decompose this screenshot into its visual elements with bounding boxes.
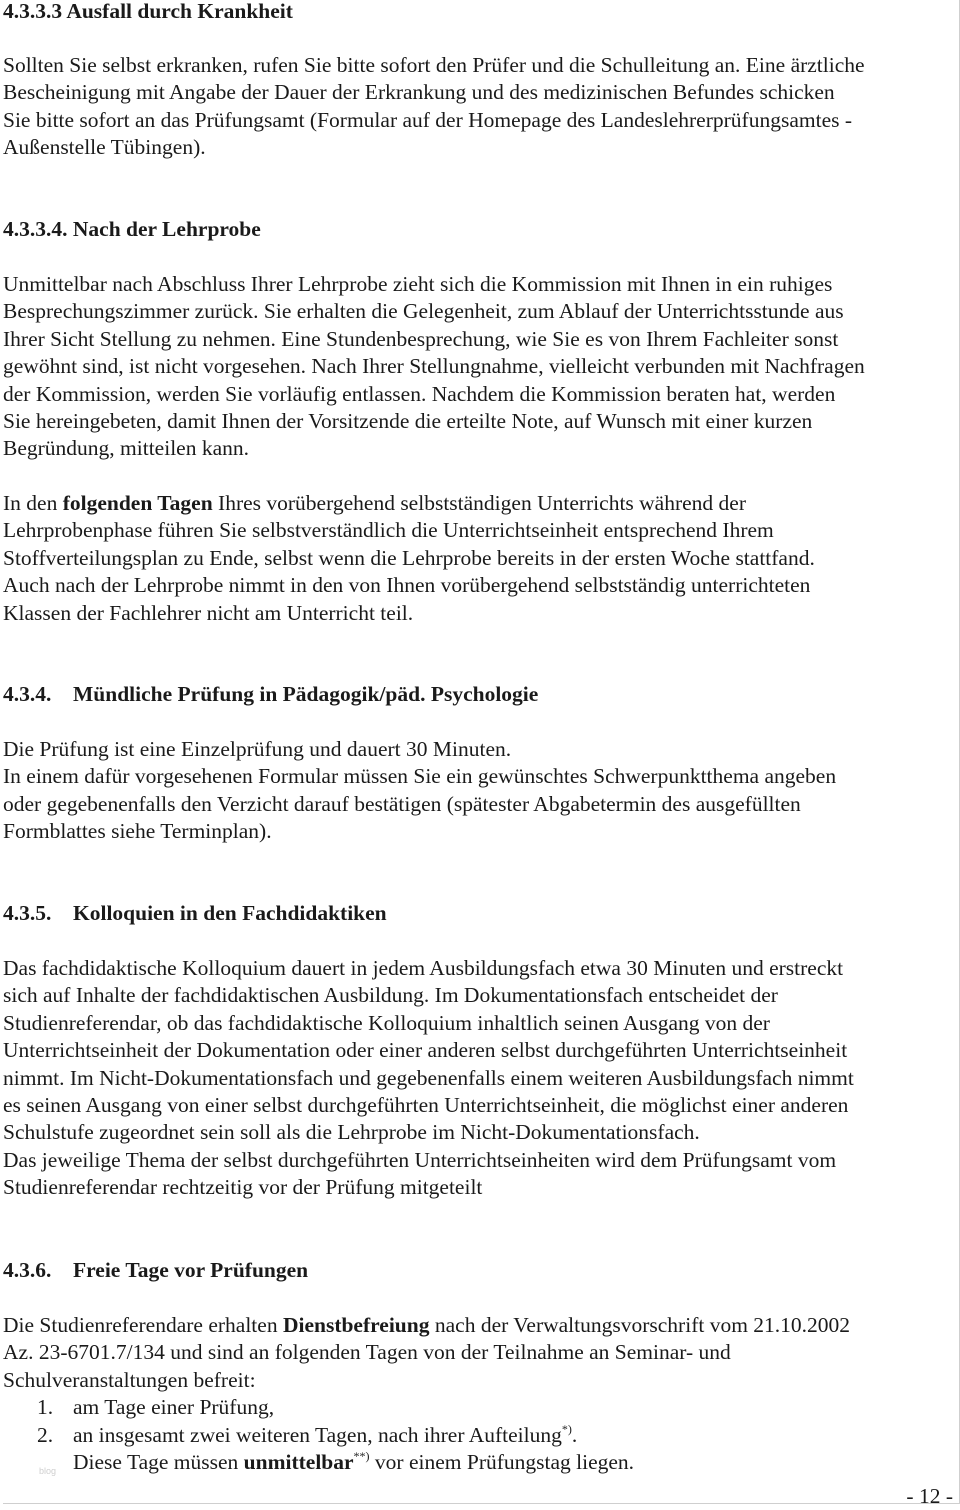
emphasis-unmittelbar: unmittelbar (243, 1449, 354, 1474)
section-number: 4.3.6. (3, 1258, 52, 1282)
text-line: Stoffverteilungsplan zu Ende, selbst wenn die Lehrprobe bereits in der ersten Woche stattfand. (3, 545, 815, 570)
text-line: nimmt. Im Nicht-Dokumentationsfach und gegebenenfalls einem weiteren Ausbildungsfach nimmt (3, 1065, 854, 1090)
text-line: Sollten Sie selbst erkranken, rufen Sie bitte sofort den Prüfer und die Schulleitung an. Eine ärztliche (3, 53, 865, 77)
emphasis-dienstbefreiung: Dienstbefreiung (282, 1313, 430, 1337)
text-line: Auch nach der Lehrprobe nimmt in den von Ihnen vorübergehend selbstständig unterrichteten (3, 573, 811, 598)
text-line: Formblattes siehe Terminplan). (3, 819, 272, 844)
paragraph-folgende-tage (3, 490, 958, 627)
text-line: gewöhnt sind, ist nicht vorgesehen. Nach Ihrer Stellungnahme, vielleicht verbunden mit Nachfragen (3, 354, 865, 379)
text-line: Klassen der Fachlehrer nicht am Unterricht teil. (3, 600, 414, 625)
text-line: Lehrprobenphase führen Sie selbstverständlich die Unterrichtseinheit entsprechend Ihrem (3, 518, 774, 543)
list-text: an insgesamt zwei weiteren Tagen, nach ihrer Aufteilung (73, 1422, 562, 1447)
list-text: am Tage einer Prüfung, (73, 1395, 275, 1420)
heading-nach-lehrprobe: 4.3.3.4. Nach der Lehrprobe (3, 217, 261, 241)
text-line: Begründung, mitteilen kann. (3, 436, 250, 461)
text-line: Schulstufe zugeordnet sein soll als die Lehrprobe im Nicht-Dokumentationsfach. (3, 1120, 700, 1145)
section-number: 4.3.5. (3, 901, 52, 925)
text-line: Az. 23-6701.7/134 und sind an folgenden Tagen von der Teilnahme an Seminar- und (3, 1340, 731, 1365)
text-line: Unmittelbar nach Abschluss Ihrer Lehrprobe zieht sich die Kommission mit Ihnen in ein ruhiges (3, 272, 833, 296)
heading-ausfall-krankheit: 4.3.3.3 Ausfall durch Krankheit (3, 0, 293, 23)
list-note (3, 1449, 958, 1476)
text-run: Ihres vorübergehend selbstständigen Unterrichts während der (212, 491, 747, 515)
text-line: Studienreferendar, ob das fachdidaktische Kolloquium inhaltlich seinen Ausgang von der (3, 1010, 770, 1035)
text-run: . (571, 1422, 578, 1447)
text-run: vor einem Prüfungstag liegen. (369, 1449, 635, 1474)
list-item (3, 1422, 958, 1449)
text-line: sich auf Inhalte der fachdidaktischen Ausbildung. Im Dokumentationsfach entscheidet der (3, 983, 778, 1008)
text-line: es seinen Ausgang von einer selbst durchgeführten Unterrichtseinheit, die möglichst einer anderen (3, 1092, 849, 1117)
list-item (3, 1394, 958, 1421)
text-line (3, 1312, 958, 1339)
document-page (3, 0, 959, 1509)
footnote-marker: **) (353, 1448, 370, 1463)
text-line (3, 490, 958, 517)
text-run: Diese Tage müssen (73, 1449, 244, 1474)
text-run: Die Studienreferendare erhalten (3, 1313, 283, 1337)
list-number: 1. (37, 1395, 54, 1420)
paragraph-muendliche-pruefung (3, 736, 958, 846)
text-line: Studienreferendar rechtzeitig vor der Prüfung mitgeteilt (3, 1175, 483, 1200)
heading-freie-tage (3, 1257, 958, 1284)
paragraph-freie-tage (3, 1312, 958, 1476)
list-number: 2. (37, 1422, 54, 1447)
text-line: oder gegebenenfalls den Verzicht darauf bestätigen (spätester Abgabetermin des ausgefüllten (3, 791, 801, 816)
paragraph-kolloquien (3, 955, 958, 1202)
text-line: Schulveranstaltungen befreit: (3, 1367, 256, 1392)
text-line: In einem dafür vorgesehenen Formular müssen Sie ein gewünschtes Schwerpunktthema angeben (3, 764, 837, 789)
text-run: In den (3, 491, 63, 515)
paragraph-ausfall (3, 52, 958, 162)
text-run: nach der Verwaltungsvorschrift vom 21.10.2002 (429, 1313, 851, 1337)
watermark-text: blog (39, 1466, 57, 1476)
section-number: 4.3.4. (3, 682, 52, 706)
text-line: Besprechungszimmer zurück. Sie erhalten die Gelegenheit, zum Ablauf der Unterrichtsstunde aus (3, 299, 844, 324)
text-line: Die Prüfung ist eine Einzelprüfung und dauert 30 Minuten. (3, 737, 512, 761)
text-line: der Kommission, werden Sie vorläufig entlassen. Nachdem die Kommission beraten hat, werden (3, 381, 836, 406)
text-line: Sie hereingebeten, damit Ihnen der Vorsitzende die erteilte Note, auf Wunsch mit einer kurzen (3, 408, 813, 433)
text-line: Das jeweilige Thema der selbst durchgeführten Unterrichtseinheiten wird dem Prüfungsamt vom (3, 1147, 837, 1172)
text-line: Sie bitte sofort an das Prüfungsamt (Formular auf der Homepage des Landeslehrerprüfungsamtes - (3, 107, 853, 132)
heading-kolloquien (3, 900, 958, 927)
text-line: Ihrer Sicht Stellung zu nehmen. Eine Stundenbesprechung, wie Sie es von Ihrem Fachleiter sonst (3, 326, 839, 351)
footnote-marker: *) (561, 1421, 572, 1436)
text-line: Außenstelle Tübingen). (3, 135, 206, 160)
text-line: Unterrichtseinheit der Dokumentation oder einer anderen selbst durchgeführten Unterrichtseinheit (3, 1038, 848, 1063)
section-title: Kolloquien in den Fachdidaktiken (73, 901, 387, 925)
text-line: Das fachdidaktische Kolloquium dauert in jedem Ausbildungsfach etwa 30 Minuten und erstreckt (3, 956, 844, 980)
section-title: Freie Tage vor Prüfungen (73, 1258, 309, 1282)
page-number: - 12 - (906, 1483, 953, 1508)
paragraph-nach-lehrprobe (3, 271, 958, 463)
heading-muendliche-pruefung (3, 681, 958, 708)
section-title: Mündliche Prüfung in Pädagogik/päd. Psychologie (73, 682, 539, 706)
text-line: Bescheinigung mit Angabe der Dauer der Erkrankung und des medizinischen Befundes schicken (3, 80, 835, 105)
emphasis-folgende-tage: folgenden Tagen (62, 491, 213, 515)
